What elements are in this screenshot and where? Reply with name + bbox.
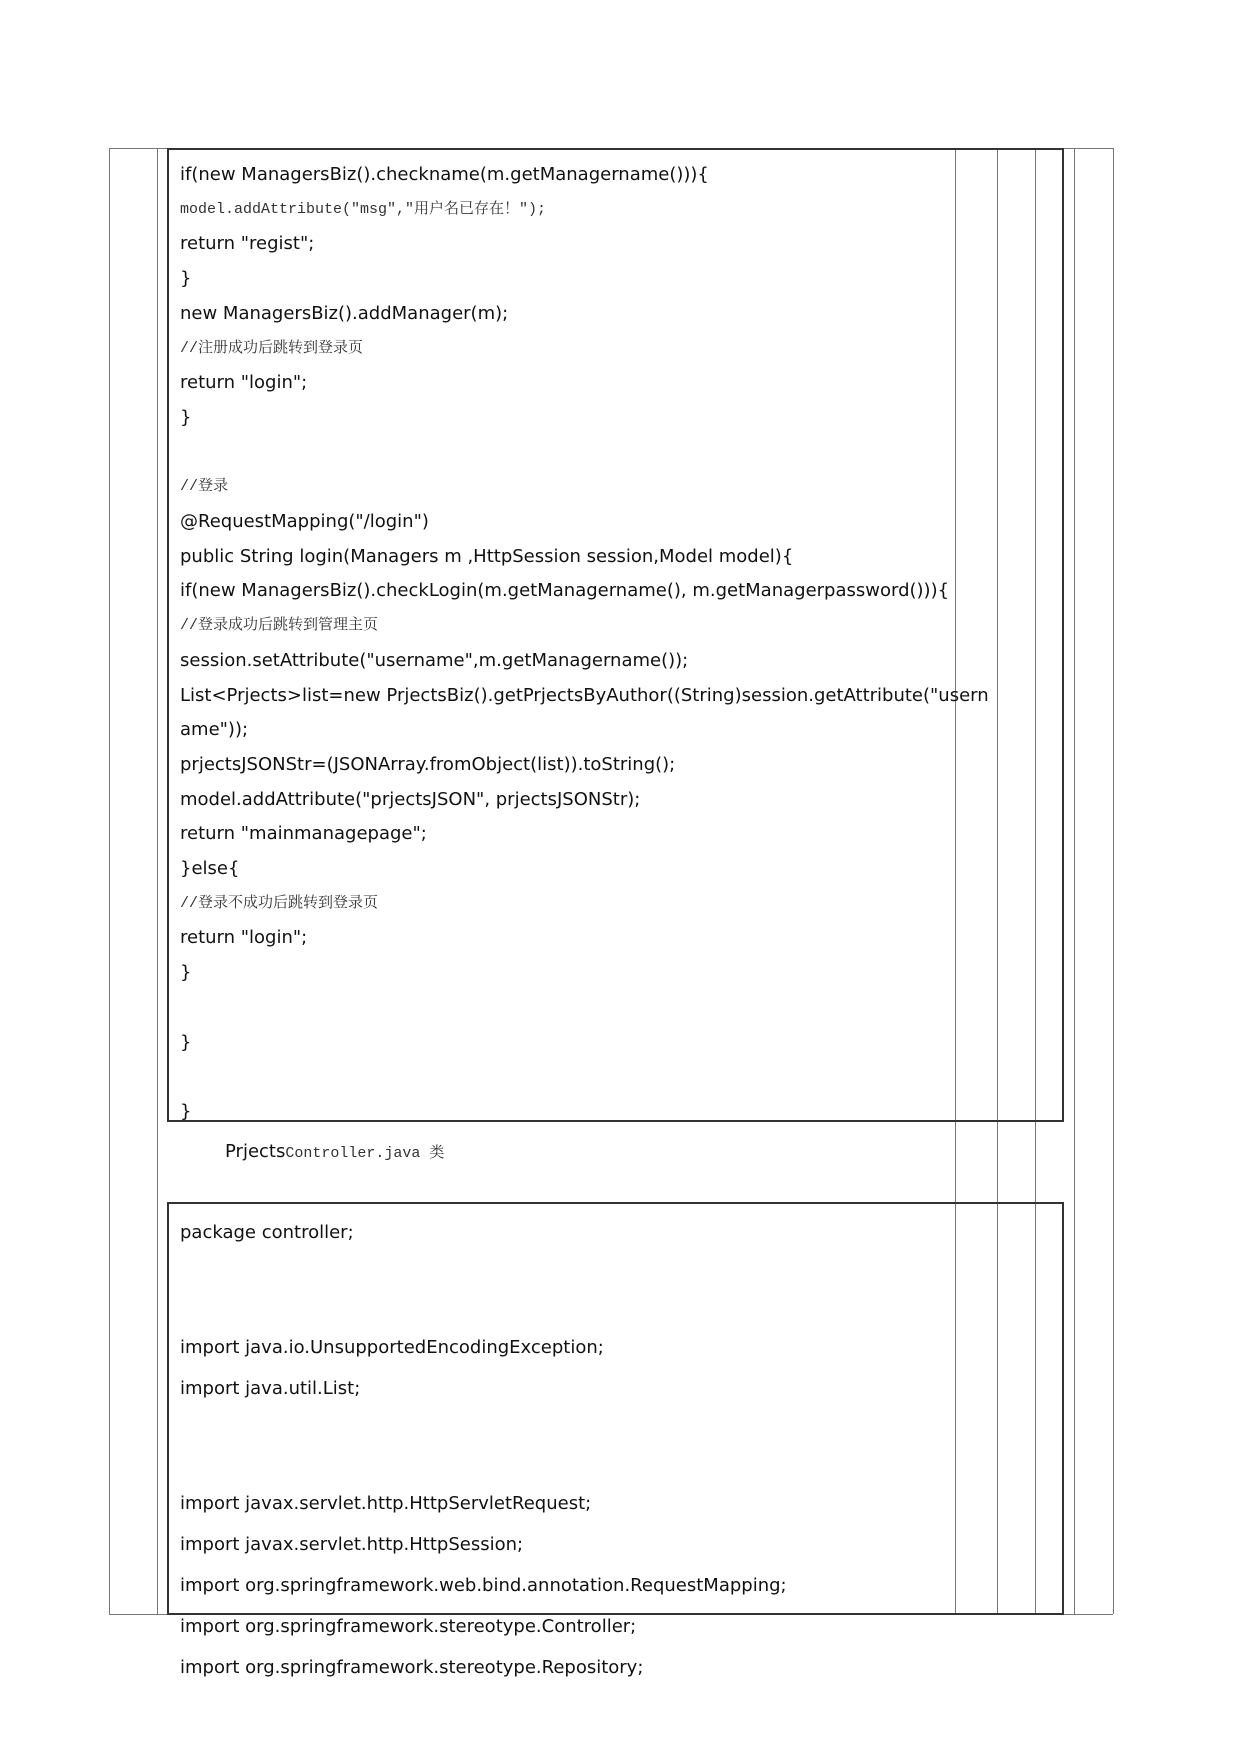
code-line: import org.springframework.stereotype.Controller; (180, 1615, 637, 1637)
code-line: return "login"; (180, 372, 308, 394)
code-line: } (180, 406, 192, 428)
code-line: new ManagersBiz().addManager(m); (180, 302, 509, 324)
code-line: import java.util.List; (180, 1377, 361, 1399)
code-line: package controller; (180, 1222, 354, 1243)
code-comment-line: model.addAttribute("msg","用户名已存在！"); (180, 200, 547, 218)
code-line: }else{ (180, 858, 240, 879)
table-column-line (1074, 148, 1075, 1614)
code-line: } (180, 1031, 192, 1053)
code-line: import javax.servlet.http.HttpSession; (180, 1533, 524, 1555)
code-line: } (180, 268, 192, 290)
code-comment-line: //注册成功后跳转到登录页 (180, 339, 364, 357)
file-caption (225, 1141, 444, 1162)
code-comment-line: //登录成功后跳转到管理主页 (180, 617, 379, 635)
code-line: import javax.servlet.http.HttpServletRequest; (180, 1492, 592, 1514)
code-line: ame")); (180, 719, 249, 741)
code-line: session.setAttribute("username",m.getManagername()); (180, 649, 689, 671)
code-line: model.addAttribute("prjectsJSON", prjectsJSONStr); (180, 788, 641, 810)
code-line: } (180, 962, 192, 984)
table-border-right (1113, 148, 1114, 1614)
code-line: return "regist"; (180, 233, 315, 255)
code-line: @RequestMapping("/login") (180, 511, 429, 532)
code-line: List<Prjects>list=new PrjectsBiz().getPrjectsByAuthor((String)session.getAttribute("usern (180, 684, 989, 706)
code-comment-line: //登录 (180, 478, 229, 496)
caption-name: Prjects (225, 1141, 286, 1162)
code-line: return "mainmanagepage"; (180, 823, 427, 845)
caption-suffix: Controller.java 类 (285, 1145, 445, 1162)
code-line: public String login(Managers m ,HttpSession session,Model model){ (180, 545, 794, 567)
code-line: if(new ManagersBiz().checkLogin(m.getManagername(), m.getManagerpassword())){ (180, 580, 950, 602)
code-line: if(new ManagersBiz().checkname(m.getManagername())){ (180, 164, 709, 185)
code-line: import org.springframework.stereotype.Repository; (180, 1656, 644, 1678)
code-line: } (180, 1100, 192, 1122)
code-line: return "login"; (180, 927, 308, 949)
code-line: prjectsJSONStr=(JSONArray.fromObject(list)).toString(); (180, 753, 676, 775)
table-border-left (109, 148, 110, 1614)
table-column-line (157, 148, 158, 1614)
code-comment-line: //登录不成功后跳转到登录页 (180, 894, 379, 912)
code-line: import org.springframework.web.bind.annotation.RequestMapping; (180, 1574, 787, 1596)
code-line: import java.io.UnsupportedEncodingException; (180, 1336, 604, 1358)
